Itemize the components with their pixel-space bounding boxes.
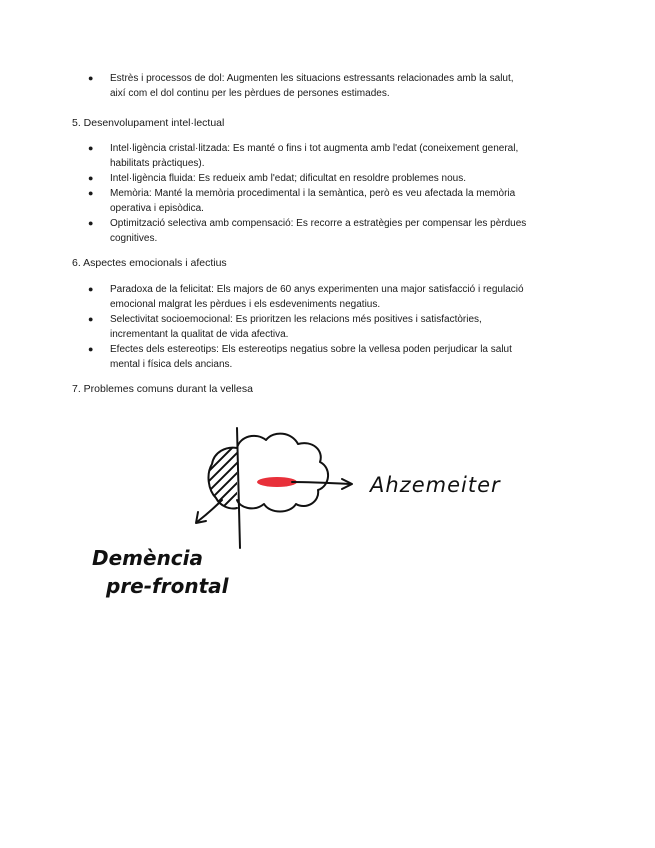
- list-item-text: Optimització selectiva amb compensació: Es recorre a estratègies per compensar les pèrdues cognitives.: [110, 218, 527, 244]
- list-item-text: Intel·ligència cristal·litzada: Es manté o fins i tot augmenta amb l'edat (coneixement general, habilitats pràctiques).: [110, 143, 519, 169]
- dementia-label-line2: pre-frontal: [106, 574, 229, 598]
- hatching: [200, 430, 250, 515]
- section-7-heading: 7. Problemes comuns durant la vellesa: [72, 383, 253, 395]
- list-item-text: Memòria: Manté la memòria procedimental i la semàntica, però es veu afectada la memòria operativa i episòdica.: [110, 188, 516, 214]
- alzheimer-label: Ahzemeiter: [370, 473, 501, 497]
- list-item-text: Paradoxa de la felicitat: Els majors de 60 anys experimenten una major satisfacció i regulació emocional malgrat les pèrdues i els esdeveniments negatius.: [110, 284, 524, 310]
- list-item-text: Intel·ligència fluida: Es redueix amb l'edat; dificultat en resoldre problemes nous.: [110, 173, 466, 184]
- arrow-down-left-line: [197, 500, 222, 522]
- highlight-arrow-line: [292, 482, 350, 484]
- bullet-icon: ●: [88, 73, 94, 83]
- brain-outline: [237, 434, 328, 512]
- list-item-text: Estrès i processos de dol: Augmenten les situacions estressants relacionades amb la salut, així com el dol continu per les pèrdues de persones estimades.: [110, 73, 514, 99]
- section-6-heading: 6. Aspectes emocionals i afectius: [72, 257, 227, 269]
- bullet-icon: ●: [88, 344, 94, 354]
- dementia-label-line1: Demència: [92, 546, 204, 570]
- list-item-text: Efectes dels estereotips: Els estereotips negatius sobre la vellesa poden perjudicar la salut mental i física dels ancians.: [110, 344, 512, 370]
- bullet-icon: ●: [88, 143, 94, 153]
- bullet-icon: ●: [88, 173, 94, 183]
- list-item-text: Selectivitat socioemocional: Es prioritzen les relacions més positives i satisfactòries, incrementant la qualitat de vida afectiva.: [110, 314, 482, 340]
- section-5-heading: 5. Desenvolupament intel·lectual: [72, 117, 225, 129]
- bullet-icon: ●: [88, 284, 94, 294]
- bullet-icon: ●: [88, 188, 94, 198]
- bullet-icon: ●: [88, 314, 94, 324]
- bullet-icon: ●: [88, 218, 94, 228]
